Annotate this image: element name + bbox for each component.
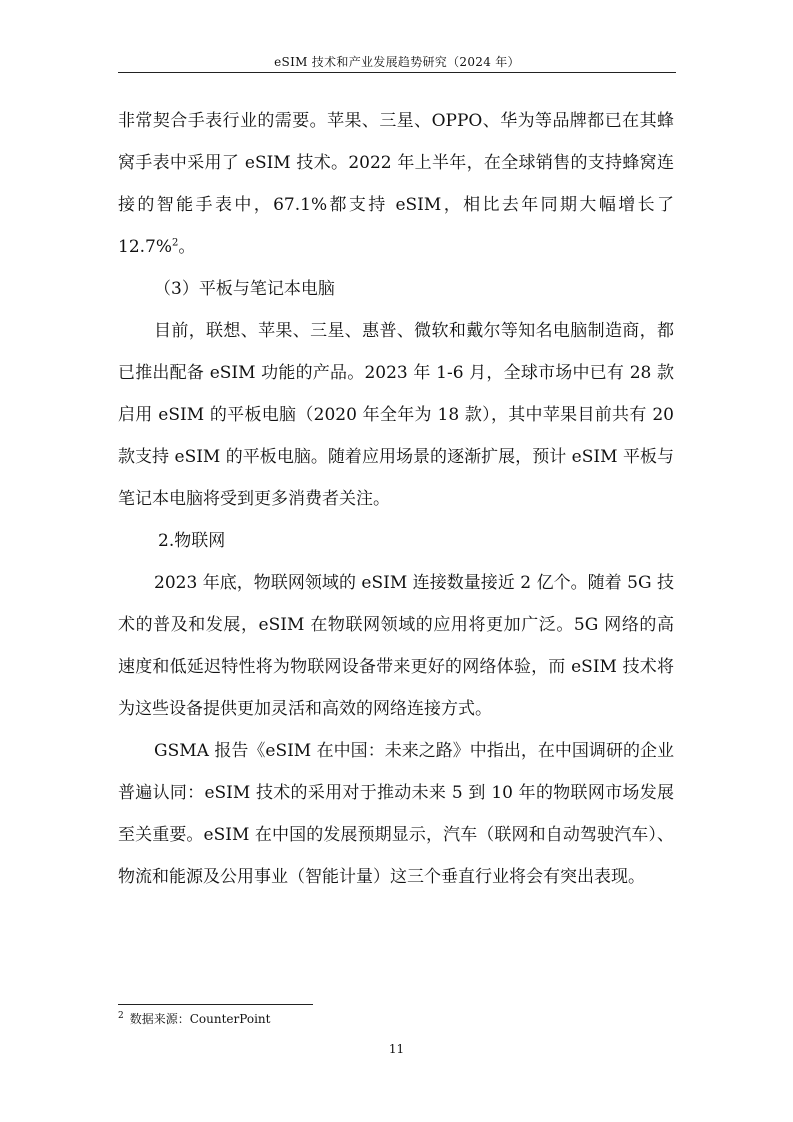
paragraph-iot-connections: 2023 年底，物联网领域的 eSIM 连接数量接近 2 亿个。随着 5G 技术的普及和发展，eSIM 在物联网领域的应用将更加广泛。5G 网络的高速度和低延迟特性将为物联网设备带来更好的网络体验，而 eSIM 技术将为这些设备提供更加灵活和高效的网络连接方式。 xyxy=(118,573,674,719)
paragraph-smartwatch-tail: 。 xyxy=(178,237,196,257)
paragraph-smartwatch-text: 非常契合手表行业的需要。苹果、三星、OPPO、华为等品牌都已在其蜂窝手表中采用了 eSIM 技术。2022 年上半年，在全球销售的支持蜂窝连接的智能手表中，67.1%都支持 eSIM，相比去年同期大幅增长了 12.7% xyxy=(118,111,674,257)
footnote-text: 数据来源：CounterPoint xyxy=(129,1012,271,1026)
footnote-divider xyxy=(118,1004,313,1005)
page-number: 11 xyxy=(388,1042,405,1056)
footnote xyxy=(118,1011,270,1027)
header-divider xyxy=(118,72,676,73)
paragraph-tablet-laptop: 目前，联想、苹果、三星、惠普、微软和戴尔等知名电脑制造商，都已推出配备 eSIM 功能的产品。2023 年 1-6 月，全球市场中已有 28 款启用 eSIM 的平板电脑（2020 年全年为 18 款），其中苹果目前共有 20 款支持 eSIM 的平板电脑。随着应用场景的逐渐扩展，预计 eSIM 平板与笔记本电脑将受到更多消费者关注。 xyxy=(118,321,674,509)
subheading-tablet-laptop: （3）平板与笔记本电脑 xyxy=(154,279,335,299)
section-heading-iot: 2.物联网 xyxy=(158,531,226,551)
footnote-mark: 2 xyxy=(118,1011,124,1021)
paragraph-gsma-report: GSMA 报告《eSIM 在中国：未来之路》中指出，在中国调研的企业普遍认同：eSIM 技术的采用对于推动未来 5 到 10 年的物联网市场发展至关重要。eSIM 在中国的发展预期显示，汽车（联网和自动驾驶汽车）、物流和能源及公用事业（智能计量）这三个垂直行业将会有突出表现。 xyxy=(118,741,674,887)
paragraph-smartwatch xyxy=(118,100,674,268)
footnote-reference[interactable]: 2 xyxy=(172,237,179,249)
body-text xyxy=(118,100,674,898)
running-header: eSIM 技术和产业发展趋势研究（2024 年） xyxy=(274,55,520,69)
